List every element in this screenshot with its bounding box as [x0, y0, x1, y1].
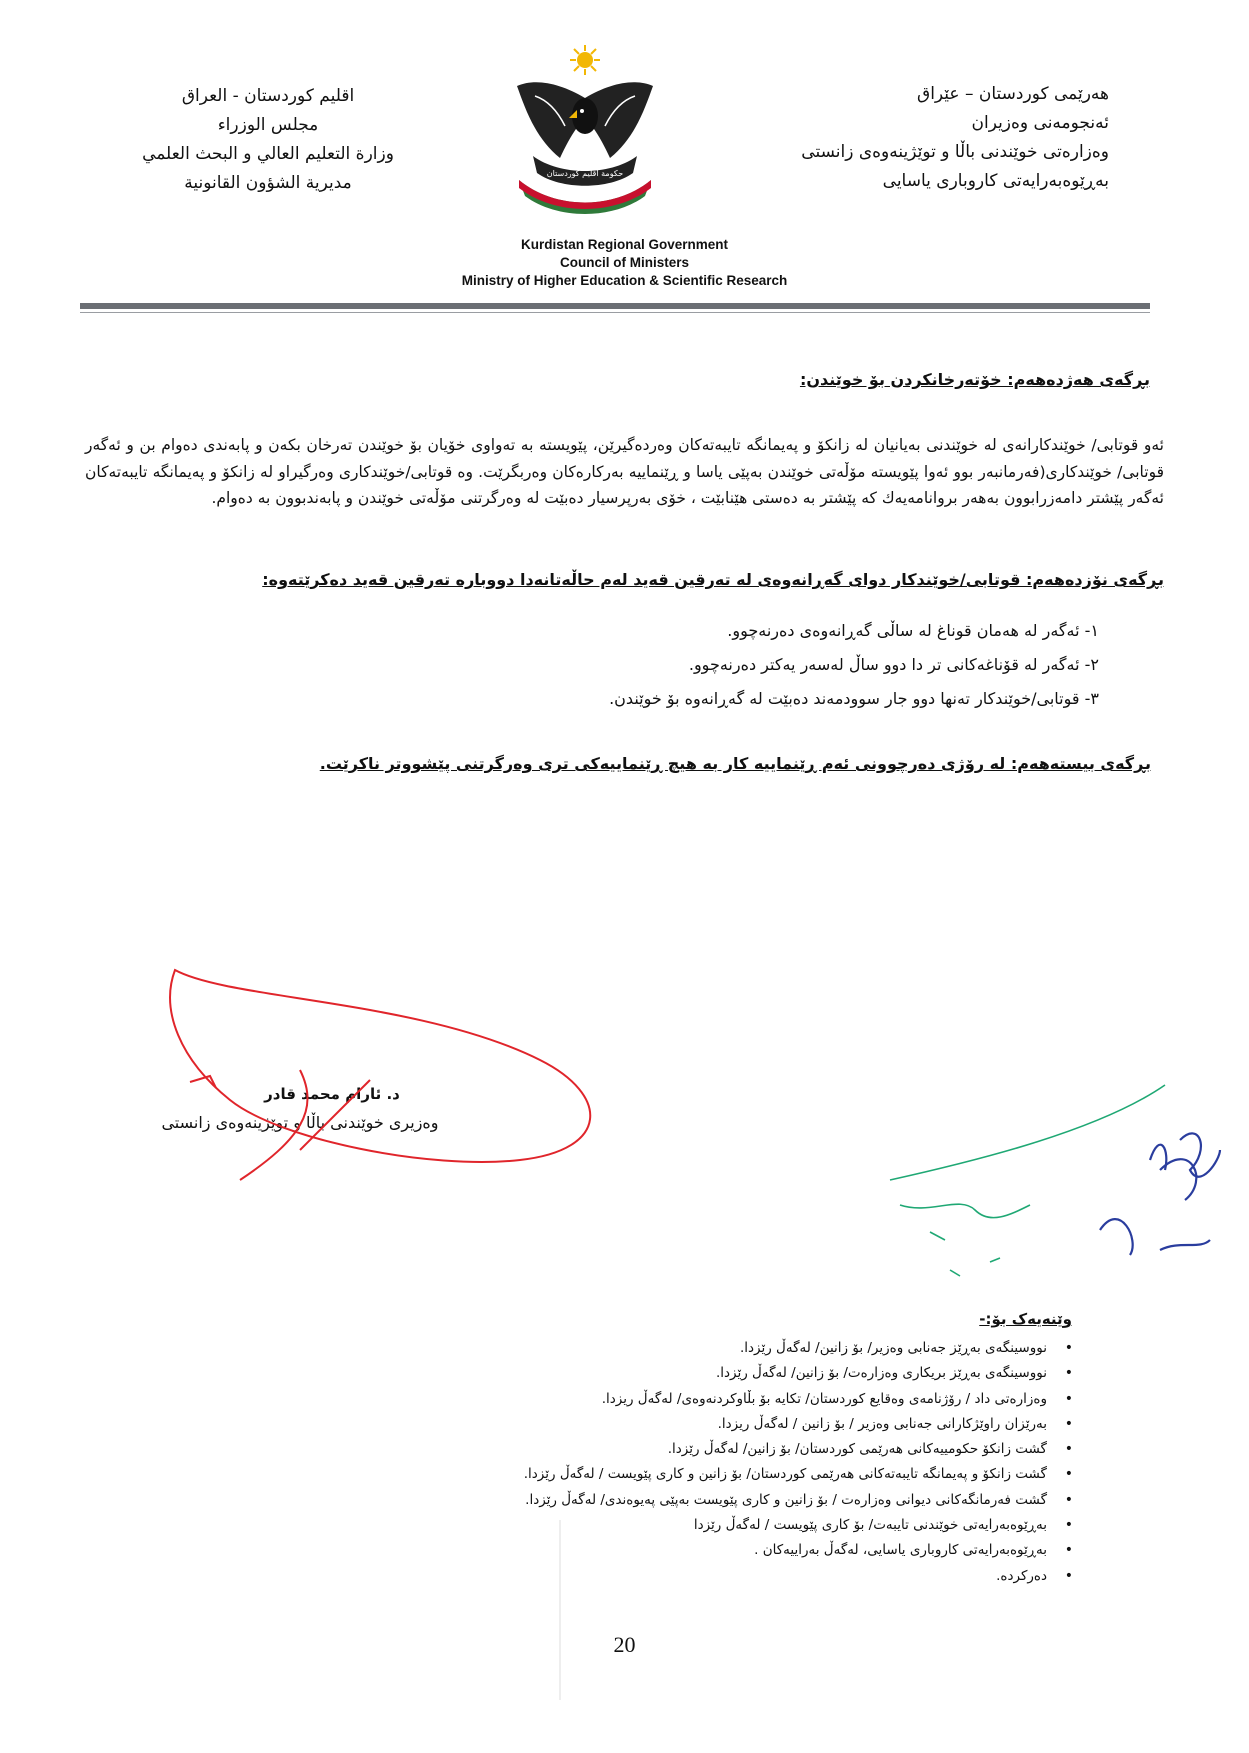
signatory-name: د. ئارام محمد قادر — [264, 1085, 400, 1103]
page-number: 20 — [613, 1632, 636, 1657]
blue-circle — [1160, 1159, 1196, 1200]
header-english-block — [0, 236, 1249, 290]
header-kurdish-line-1: هەرێمی کوردستان – عێراق — [917, 84, 1109, 104]
article-19-item-2: ٢- ئەگەر لە قۆناغەکانی تر دا دوو ساڵ لەسەر یەکتر دەرنەچوو. — [688, 655, 1099, 674]
copies-item: • نووسینگەی بەڕێز جەنابی وەزیر/ بۆ زانین/ لەگەڵ رێزدا. — [524, 1336, 1073, 1361]
header-kurdish-line-4: بەڕێوەبەرایەتی کاروباری یاسایی — [882, 171, 1109, 191]
copies-item: • گشت فەرمانگەکانی دیوانی وەزارەت / بۆ زانین و کاری پێویست بەپێی پەیوەندی/ لەگەڵ رێزدا. — [524, 1488, 1073, 1513]
header-english-line-1: Kurdistan Regional Government — [520, 237, 729, 252]
article-19-item-3: ٣- قوتابی/خوێندکار تەنها دوو جار سوودمەند دەبێت لە گەڕانەوە بۆ خوێندن. — [609, 689, 1099, 708]
header-kurdish-line-2: ئەنجومەنی وەزیران — [971, 113, 1109, 133]
signatory-title: وەزیری خوێندنی باڵا و توێژینەوەی زانستی — [161, 1113, 439, 1132]
copies-item: • بەڕێوەبەرایەتی کاروباری یاسایی، لەگەڵ بەراییەکان . — [524, 1538, 1073, 1563]
article-18-body: ئەو قوتابی/ خوێندکارانەی لە خوێندنی بەیانیان لە زانکۆ و پەیمانگە تایبەتەکان وەردەگیرێن، پێویستە بە تەواوی خۆیان بۆ خوێندن تەرخان بکەن و پابەندی دەوام بن و ئەگەر قوتابی/ خوێندکاری(فەرمانبەر بوو ئەوا پێویستە مۆڵەتی خوێندن بەپێی یاسا و ڕێنماییە بەرکارەکان وەربگرێت. وە قوتابی/خوێندکاری وەرگیراو لە زانکۆ و پەیمانگە تایبەتەکان ئەگەر پێشتر دامەزرابوون بەهەر بروانامەیەك کە پێشتر بە دەستی هێنابێت ، خۆی بەرپرسیار دەبێت لە وەرگرتنی مۆڵەتی خوێندن و پابەندبوون بە دەوام. — [85, 436, 1164, 507]
copies-item: • بەرێزان راوێژکارانی جەنابی وەزیر / بۆ زانین / لەگەڵ ریزدا. — [524, 1412, 1073, 1437]
copies-item: • وەزارەتی داد / رۆژنامەی وەقایع کوردستان/ تکایە بۆ بڵاوکردنەوەی/ لەگەڵ ریزدا. — [524, 1387, 1073, 1412]
red-signature-hook — [190, 1076, 216, 1088]
kurdistan-eagle-emblem-icon — [505, 38, 665, 223]
blue-initials — [1100, 1133, 1220, 1255]
red-signature-loop — [170, 970, 590, 1162]
header-arabic-block — [118, 82, 418, 198]
header-english-line-2: Council of Ministers — [559, 255, 689, 270]
header-arabic-line-4: مديرية الشؤون القانونية — [184, 173, 352, 193]
article-18-title: بڕگەی هەژدەهەم: خۆتەرخانکردن بۆ خوێندن: — [799, 370, 1150, 389]
header-arabic-line-3: وزارة التعليم العالي و البحث العلمي — [142, 144, 394, 164]
copies-list — [524, 1336, 1073, 1589]
header-kurdish-line-3: وەزارەتی خوێندنی باڵا و توێژینەوەی زانستی — [801, 142, 1109, 162]
header-divider — [80, 303, 1150, 309]
green-annotation-line — [890, 1085, 1165, 1180]
copies-item: • گشت زانکۆ و پەیمانگە تایبەتەکانی هەرێمی کوردستان/ بۆ زانین و کاری پێویست / لەگەڵ رێزدا. — [524, 1462, 1073, 1487]
article-19-item-1: ١- ئەگەر لە هەمان قوناغ لە ساڵی گەڕانەوەی دەرنەچوو. — [727, 621, 1099, 640]
article-19-list — [609, 614, 1099, 716]
copies-heading: وێنەیەک بۆ:- — [979, 1310, 1072, 1328]
copies-item: • بەڕێوەبەرایەتی خوێندنی تایبەت/ بۆ کاری پێویست / لەگەڵ رێزدا — [524, 1513, 1073, 1538]
header-arabic-line-1: اقليم كوردستان - العراق — [181, 86, 355, 106]
header-english-line-3: Ministry of Higher Education & Scientific Research — [461, 273, 788, 288]
green-annotation-scribble — [900, 1204, 1030, 1276]
article-19-title: بڕگەی نۆزدەهەم: قوتابی/خوێندکار دوای گەڕانەوەی لە تەرقین قەید لەم حاڵەتانەدا دووبارە تەرقین قەید دەکرێتەوە: — [262, 570, 1164, 589]
article-20-title: بڕگەی بیستەهەم: لە رۆژی دەرچوونی ئەم ڕێنماییە کار بە هیچ ڕێنماییەکی تری وەرگرتنی پێشووتر ناکرێت. — [319, 754, 1151, 773]
header-kurdish-block — [709, 80, 1109, 196]
logo-seal-text: حكومة اقليم كوردستان — [546, 169, 624, 178]
header-divider-thin — [80, 312, 1150, 313]
header-arabic-line-2: مجلس الوزراء — [217, 115, 319, 135]
copies-item: • دەرکردە. — [524, 1564, 1073, 1589]
copies-item: • نووسینگەی بەڕێز بریکاری وەزارەت/ بۆ زانین/ لەگەڵ رێزدا. — [524, 1361, 1073, 1386]
copies-item: • گشت زانکۆ حکومییەکانی هەرێمی کوردستان/ بۆ زانین/ لەگەڵ رێزدا. — [524, 1437, 1073, 1462]
